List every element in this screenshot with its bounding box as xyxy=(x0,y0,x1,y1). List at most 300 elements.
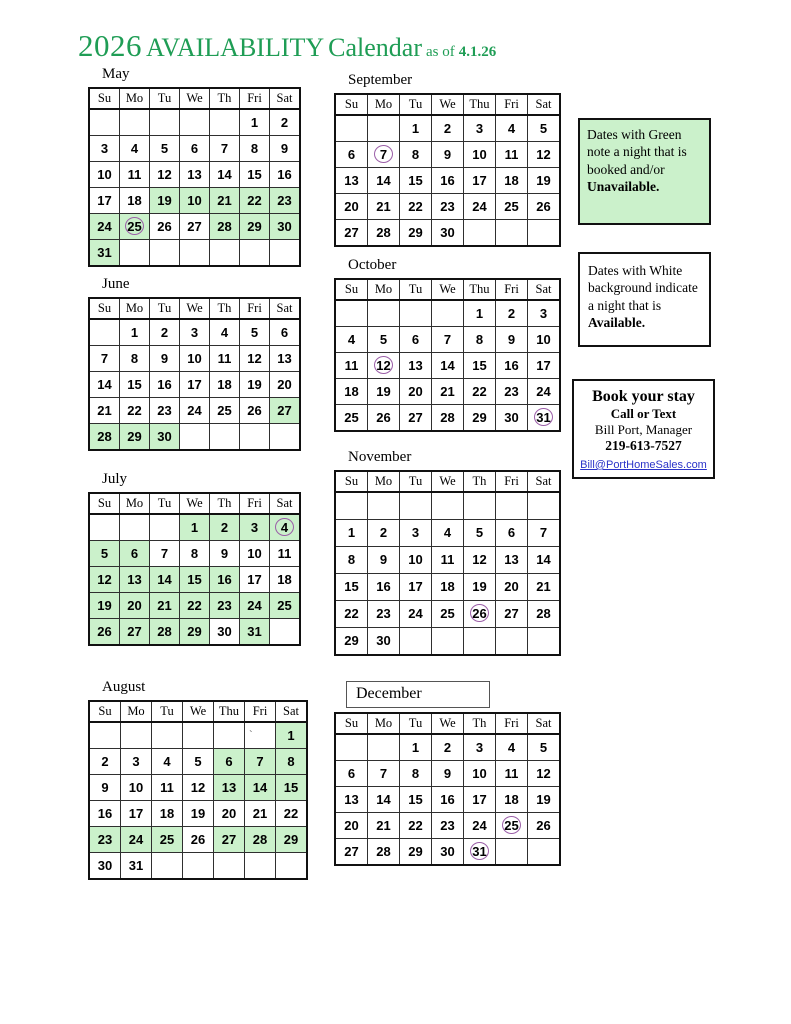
day-cell-september-26-available[interactable] xyxy=(528,193,561,219)
day-cell-october-29-available[interactable] xyxy=(464,404,496,431)
day-cell-november-30-available[interactable] xyxy=(368,627,400,655)
day-cell-october-8-available[interactable] xyxy=(464,326,496,352)
day-cell-june-22-available[interactable] xyxy=(120,397,150,423)
day-cell-october-22-available[interactable] xyxy=(464,378,496,404)
day-cell-september-22-available[interactable] xyxy=(400,193,432,219)
day-cell-june-14-available[interactable] xyxy=(89,371,120,397)
day-cell-december-28-available[interactable] xyxy=(368,838,400,865)
day-number: 7 xyxy=(379,146,388,162)
day-cell-empty xyxy=(368,492,400,520)
day-cell-may-12-available[interactable] xyxy=(150,161,180,187)
day-number: 13 xyxy=(127,571,142,587)
day-cell-september-8-available[interactable] xyxy=(400,141,432,167)
stray-tick-mark: ` xyxy=(249,728,253,741)
day-number: 2 xyxy=(379,525,388,540)
day-cell-december-15-available[interactable] xyxy=(400,786,432,812)
day-number: 1 xyxy=(475,305,484,321)
day-cell-september-24-available[interactable] xyxy=(464,193,496,219)
day-cell-november-15-available[interactable] xyxy=(335,573,368,600)
day-cell-september-1-available[interactable] xyxy=(400,115,432,142)
day-cell-november-24-available[interactable] xyxy=(400,600,432,627)
day-number: 31 xyxy=(472,843,487,859)
day-cell-may-7-available[interactable] xyxy=(210,135,240,161)
day-cell-september-27-available[interactable] xyxy=(335,219,368,246)
day-cell-october-1-available[interactable] xyxy=(464,300,496,327)
day-cell-october-2-available[interactable] xyxy=(496,300,528,327)
day-cell-november-23-available[interactable] xyxy=(368,600,400,627)
day-cell-may-16-available[interactable] xyxy=(270,161,301,187)
day-cell-september-12-available[interactable] xyxy=(528,141,561,167)
day-cell-december-31-available[interactable] xyxy=(464,838,496,865)
day-cell-june-6-available[interactable] xyxy=(270,319,301,346)
day-cell-july-9-available[interactable] xyxy=(210,540,240,566)
day-cell-september-11-available[interactable] xyxy=(496,141,528,167)
day-cell-august-9-available[interactable] xyxy=(89,774,121,800)
day-cell-july-27-unavailable[interactable] xyxy=(120,618,150,645)
day-cell-july-11-available[interactable] xyxy=(270,540,301,566)
day-cell-june-16-available[interactable] xyxy=(150,371,180,397)
day-cell-july-28-unavailable[interactable] xyxy=(150,618,180,645)
day-cell-november-4-available[interactable] xyxy=(432,519,464,546)
day-cell-august-16-available[interactable] xyxy=(89,800,121,826)
day-cell-june-20-available[interactable] xyxy=(270,371,301,397)
day-cell-june-3-available[interactable] xyxy=(180,319,210,346)
day-cell-november-20-available[interactable] xyxy=(496,573,528,600)
day-cell-december-8-available[interactable] xyxy=(400,760,432,786)
day-cell-october-13-available[interactable] xyxy=(400,352,432,378)
day-cell-december-1-available[interactable] xyxy=(400,734,432,761)
month-title-december[interactable]: December xyxy=(346,681,490,708)
day-cell-july-6-unavailable[interactable] xyxy=(120,540,150,566)
day-cell-december-20-available[interactable] xyxy=(335,812,368,838)
day-cell-june-4-available[interactable] xyxy=(210,319,240,346)
day-cell-july-30-available[interactable] xyxy=(210,618,240,645)
day-number: 20 xyxy=(504,579,519,594)
weekday-header-june-6: Sat xyxy=(270,298,301,319)
day-cell-december-4-available[interactable] xyxy=(496,734,528,761)
day-number: 17 xyxy=(536,357,551,373)
day-cell-may-14-available[interactable] xyxy=(210,161,240,187)
day-cell-july-26-unavailable[interactable] xyxy=(89,618,120,645)
day-cell-october-23-available[interactable] xyxy=(496,378,528,404)
day-cell-may-28-unavailable[interactable] xyxy=(210,213,240,239)
weekday-header-october-5: Fri xyxy=(496,279,528,300)
legend-green-box xyxy=(578,118,711,225)
day-cell-july-22-unavailable[interactable] xyxy=(180,592,210,618)
day-cell-november-17-available[interactable] xyxy=(400,573,432,600)
day-cell-november-3-available[interactable] xyxy=(400,519,432,546)
day-cell-november-9-available[interactable] xyxy=(368,546,400,573)
day-cell-december-13-available[interactable] xyxy=(335,786,368,812)
day-cell-december-29-available[interactable] xyxy=(400,838,432,865)
day-cell-may-30-unavailable[interactable] xyxy=(270,213,301,239)
day-cell-september-10-available[interactable] xyxy=(464,141,496,167)
day-cell-august-11-available[interactable] xyxy=(152,774,183,800)
day-cell-august-1-unavailable[interactable] xyxy=(276,722,308,749)
day-cell-august-22-available[interactable] xyxy=(276,800,308,826)
day-cell-june-9-available[interactable] xyxy=(150,345,180,371)
day-cell-october-14-available[interactable] xyxy=(432,352,464,378)
day-cell-august-24-unavailable[interactable] xyxy=(121,826,152,852)
day-number: 5 xyxy=(250,324,259,340)
day-cell-october-20-available[interactable] xyxy=(400,378,432,404)
day-cell-june-25-available[interactable] xyxy=(210,397,240,423)
day-number: 14 xyxy=(440,357,455,373)
day-cell-may-10-unavailable[interactable] xyxy=(180,187,210,213)
day-cell-november-27-available[interactable] xyxy=(496,600,528,627)
day-number: 4 xyxy=(507,739,516,755)
weekday-header-december-1: Mo xyxy=(368,713,400,734)
day-cell-august-21-available[interactable] xyxy=(245,800,276,826)
day-cell-december-6-available[interactable] xyxy=(335,760,368,786)
day-number: 15 xyxy=(408,172,423,188)
day-cell-september-19-available[interactable] xyxy=(528,167,561,193)
day-cell-october-11-available[interactable] xyxy=(335,352,368,378)
day-cell-december-19-available[interactable] xyxy=(528,786,561,812)
day-cell-may-15-available[interactable] xyxy=(240,161,270,187)
day-cell-may-22-unavailable[interactable] xyxy=(240,187,270,213)
day-cell-september-17-available[interactable] xyxy=(464,167,496,193)
day-number: 29 xyxy=(283,831,299,847)
day-cell-may-5-available[interactable] xyxy=(150,135,180,161)
day-cell-december-7-available[interactable] xyxy=(368,760,400,786)
day-cell-august-10-available[interactable] xyxy=(121,774,152,800)
day-cell-december-11-available[interactable] xyxy=(496,760,528,786)
day-cell-september-18-available[interactable] xyxy=(496,167,528,193)
day-number: 17 xyxy=(472,791,487,807)
day-cell-july-10-available[interactable] xyxy=(240,540,270,566)
week-row xyxy=(89,135,300,161)
day-cell-december-2-available[interactable] xyxy=(432,734,464,761)
day-cell-september-7-available[interactable] xyxy=(368,141,400,167)
day-cell-empty xyxy=(210,423,240,450)
day-cell-may-13-available[interactable] xyxy=(180,161,210,187)
day-number: 18 xyxy=(504,791,519,807)
day-cell-may-31-unavailable[interactable] xyxy=(89,239,120,266)
day-cell-june-5-available[interactable] xyxy=(240,319,270,346)
day-number: 14 xyxy=(97,376,112,392)
day-cell-october-5-available[interactable] xyxy=(368,326,400,352)
day-cell-november-8-available[interactable] xyxy=(335,546,368,573)
day-cell-june-19-available[interactable] xyxy=(240,371,270,397)
day-cell-july-5-unavailable[interactable] xyxy=(89,540,120,566)
day-cell-august-4-available[interactable] xyxy=(152,748,183,774)
day-cell-august-8-unavailable[interactable] xyxy=(276,748,308,774)
day-cell-september-13-available[interactable] xyxy=(335,167,368,193)
week-row xyxy=(89,109,300,136)
day-number: 9 xyxy=(160,350,169,366)
day-cell-may-24-unavailable[interactable] xyxy=(89,213,120,239)
day-cell-september-9-available[interactable] xyxy=(432,141,464,167)
legend-green-line2: note a night that is xyxy=(587,144,687,160)
day-cell-may-3-available[interactable] xyxy=(89,135,120,161)
day-cell-september-14-available[interactable] xyxy=(368,167,400,193)
day-cell-july-31-unavailable[interactable] xyxy=(240,618,270,645)
day-cell-may-29-unavailable[interactable] xyxy=(240,213,270,239)
day-cell-july-2-unavailable[interactable] xyxy=(210,514,240,541)
day-cell-october-19-available[interactable] xyxy=(368,378,400,404)
day-cell-november-5-available[interactable] xyxy=(464,519,496,546)
day-cell-december-25-available[interactable] xyxy=(496,812,528,838)
day-cell-august-26-available[interactable] xyxy=(183,826,214,852)
weekday-header-july-2: Tu xyxy=(150,493,180,514)
day-number: 24 xyxy=(97,218,112,234)
day-number: 28 xyxy=(252,831,268,847)
day-cell-may-9-available[interactable] xyxy=(270,135,301,161)
day-cell-august-18-available[interactable] xyxy=(152,800,183,826)
day-cell-december-24-available[interactable] xyxy=(464,812,496,838)
day-cell-august-29-unavailable[interactable] xyxy=(276,826,308,852)
day-number: 23 xyxy=(440,817,455,833)
day-cell-july-24-unavailable[interactable] xyxy=(240,592,270,618)
day-cell-november-2-available[interactable] xyxy=(368,519,400,546)
day-cell-november-6-available[interactable] xyxy=(496,519,528,546)
day-cell-november-25-available[interactable] xyxy=(432,600,464,627)
day-cell-june-11-available[interactable] xyxy=(210,345,240,371)
day-cell-october-6-available[interactable] xyxy=(400,326,432,352)
day-cell-december-12-available[interactable] xyxy=(528,760,561,786)
day-cell-june-10-available[interactable] xyxy=(180,345,210,371)
day-cell-june-23-available[interactable] xyxy=(150,397,180,423)
day-cell-august-12-available[interactable] xyxy=(183,774,214,800)
day-cell-december-17-available[interactable] xyxy=(464,786,496,812)
day-cell-november-16-available[interactable] xyxy=(368,573,400,600)
day-cell-october-21-available[interactable] xyxy=(432,378,464,404)
day-cell-september-4-available[interactable] xyxy=(496,115,528,142)
day-cell-december-23-available[interactable] xyxy=(432,812,464,838)
weekday-header-row xyxy=(89,701,307,722)
day-cell-october-28-available[interactable] xyxy=(432,404,464,431)
day-cell-july-20-unavailable[interactable] xyxy=(120,592,150,618)
day-cell-october-4-available[interactable] xyxy=(335,326,368,352)
day-cell-november-13-available[interactable] xyxy=(496,546,528,573)
day-cell-december-9-available[interactable] xyxy=(432,760,464,786)
day-cell-august-13-unavailable[interactable] xyxy=(214,774,245,800)
day-cell-august-20-available[interactable] xyxy=(214,800,245,826)
day-cell-august-25-unavailable[interactable] xyxy=(152,826,183,852)
day-cell-december-18-available[interactable] xyxy=(496,786,528,812)
day-cell-july-18-available[interactable] xyxy=(270,566,301,592)
day-cell-august-27-unavailable[interactable] xyxy=(214,826,245,852)
day-cell-october-26-available[interactable] xyxy=(368,404,400,431)
day-cell-august-19-available[interactable] xyxy=(183,800,214,826)
day-cell-empty xyxy=(496,219,528,246)
day-cell-july-12-unavailable[interactable] xyxy=(89,566,120,592)
day-cell-may-2-available[interactable] xyxy=(270,109,301,136)
day-cell-may-1-available[interactable] xyxy=(240,109,270,136)
day-cell-june-8-available[interactable] xyxy=(120,345,150,371)
day-cell-november-26-available[interactable] xyxy=(464,600,496,627)
day-cell-october-24-available[interactable] xyxy=(528,378,561,404)
day-cell-november-1-available[interactable] xyxy=(335,519,368,546)
day-cell-august-23-unavailable[interactable] xyxy=(89,826,121,852)
day-number: 19 xyxy=(190,805,206,821)
day-cell-august-3-available[interactable] xyxy=(121,748,152,774)
day-cell-october-27-available[interactable] xyxy=(400,404,432,431)
day-cell-june-18-available[interactable] xyxy=(210,371,240,397)
weekday-header-september-6: Sat xyxy=(528,94,561,115)
day-cell-november-29-available[interactable] xyxy=(335,627,368,655)
day-cell-september-15-available[interactable] xyxy=(400,167,432,193)
day-cell-september-30-available[interactable] xyxy=(432,219,464,246)
day-cell-october-9-available[interactable] xyxy=(496,326,528,352)
week-row xyxy=(335,167,560,193)
day-cell-june-15-available[interactable] xyxy=(120,371,150,397)
day-cell-july-13-unavailable[interactable] xyxy=(120,566,150,592)
day-cell-october-10-available[interactable] xyxy=(528,326,561,352)
day-cell-may-17-available[interactable] xyxy=(89,187,120,213)
day-cell-june-13-available[interactable] xyxy=(270,345,301,371)
day-cell-may-8-available[interactable] xyxy=(240,135,270,161)
day-cell-june-7-available[interactable] xyxy=(89,345,120,371)
day-cell-december-26-available[interactable] xyxy=(528,812,561,838)
day-number: 10 xyxy=(247,545,262,561)
day-cell-november-21-available[interactable] xyxy=(528,573,561,600)
day-cell-december-27-available[interactable] xyxy=(335,838,368,865)
day-cell-october-25-available[interactable] xyxy=(335,404,368,431)
day-cell-september-5-available[interactable] xyxy=(528,115,561,142)
day-cell-december-16-available[interactable] xyxy=(432,786,464,812)
day-cell-september-25-available[interactable] xyxy=(496,193,528,219)
day-cell-july-25-unavailable[interactable] xyxy=(270,592,301,618)
day-cell-november-22-available[interactable] xyxy=(335,600,368,627)
day-cell-june-21-available[interactable] xyxy=(89,397,120,423)
day-cell-september-23-available[interactable] xyxy=(432,193,464,219)
day-cell-june-12-available[interactable] xyxy=(240,345,270,371)
day-cell-october-30-available[interactable] xyxy=(496,404,528,431)
week-row xyxy=(89,423,300,450)
day-number: 9 xyxy=(507,331,516,347)
day-number: 5 xyxy=(539,739,548,755)
day-cell-october-12-available[interactable] xyxy=(368,352,400,378)
day-cell-september-16-available[interactable] xyxy=(432,167,464,193)
day-cell-may-21-unavailable[interactable] xyxy=(210,187,240,213)
month-title-may: May xyxy=(102,66,130,82)
day-cell-may-4-available[interactable] xyxy=(120,135,150,161)
day-cell-august-31-available[interactable] xyxy=(121,852,152,879)
day-cell-may-18-available[interactable] xyxy=(120,187,150,213)
day-cell-july-19-unavailable[interactable] xyxy=(89,592,120,618)
booking-email-link[interactable]: Bill@PortHomeSales.com xyxy=(580,458,707,471)
day-cell-june-2-available[interactable] xyxy=(150,319,180,346)
day-cell-may-19-unavailable[interactable] xyxy=(150,187,180,213)
day-cell-july-14-unavailable[interactable] xyxy=(150,566,180,592)
day-cell-may-11-available[interactable] xyxy=(120,161,150,187)
day-cell-august-15-unavailable[interactable] xyxy=(276,774,308,800)
day-cell-october-3-available[interactable] xyxy=(528,300,561,327)
day-cell-july-1-unavailable[interactable] xyxy=(180,514,210,541)
day-cell-july-8-available[interactable] xyxy=(180,540,210,566)
day-cell-august-6-unavailable[interactable] xyxy=(214,748,245,774)
day-cell-june-29-unavailable[interactable] xyxy=(120,423,150,450)
day-cell-june-27-unavailable[interactable] xyxy=(270,397,301,423)
day-cell-september-6-available[interactable] xyxy=(335,141,368,167)
day-cell-november-12-available[interactable] xyxy=(464,546,496,573)
day-cell-may-6-available[interactable] xyxy=(180,135,210,161)
day-cell-november-10-available[interactable] xyxy=(400,546,432,573)
day-cell-may-26-available[interactable] xyxy=(150,213,180,239)
day-cell-may-10-available[interactable] xyxy=(89,161,120,187)
weekday-header-row xyxy=(335,471,560,492)
day-cell-august-30-available[interactable] xyxy=(89,852,121,879)
day-cell-december-22-available[interactable] xyxy=(400,812,432,838)
day-cell-july-21-unavailable[interactable] xyxy=(150,592,180,618)
day-cell-july-4-unavailable[interactable] xyxy=(270,514,301,541)
week-row xyxy=(89,748,307,774)
day-cell-october-18-available[interactable] xyxy=(335,378,368,404)
day-cell-august-7-unavailable[interactable] xyxy=(245,748,276,774)
day-cell-october-31-available[interactable] xyxy=(528,404,561,431)
day-cell-september-21-available[interactable] xyxy=(368,193,400,219)
day-cell-september-20-available[interactable] xyxy=(335,193,368,219)
day-cell-december-21-available[interactable] xyxy=(368,812,400,838)
day-cell-august-14-unavailable[interactable] xyxy=(245,774,276,800)
day-cell-june-26-available[interactable] xyxy=(240,397,270,423)
day-cell-november-28-available[interactable] xyxy=(528,600,561,627)
day-cell-september-2-available[interactable] xyxy=(432,115,464,142)
day-cell-july-17-available[interactable] xyxy=(240,566,270,592)
day-cell-november-7-available[interactable] xyxy=(528,519,561,546)
day-cell-august-2-available[interactable] xyxy=(89,748,121,774)
day-cell-october-7-available[interactable] xyxy=(432,326,464,352)
day-cell-may-23-unavailable[interactable] xyxy=(270,187,301,213)
day-cell-may-27-available[interactable] xyxy=(180,213,210,239)
day-number: 3 xyxy=(132,753,140,769)
day-cell-september-29-available[interactable] xyxy=(400,219,432,246)
day-cell-august-5-available[interactable] xyxy=(183,748,214,774)
day-cell-june-1-available[interactable] xyxy=(120,319,150,346)
day-cell-july-15-unavailable[interactable] xyxy=(180,566,210,592)
day-number: 17 xyxy=(472,172,487,188)
day-cell-june-30-unavailable[interactable] xyxy=(150,423,180,450)
day-cell-july-7-available[interactable] xyxy=(150,540,180,566)
day-cell-october-17-available[interactable] xyxy=(528,352,561,378)
day-cell-july-3-unavailable[interactable] xyxy=(240,514,270,541)
day-cell-november-11-available[interactable] xyxy=(432,546,464,573)
day-cell-december-30-available[interactable] xyxy=(432,838,464,865)
day-cell-december-3-available[interactable] xyxy=(464,734,496,761)
day-cell-empty xyxy=(528,219,561,246)
day-number: 14 xyxy=(217,166,232,182)
day-cell-november-18-available[interactable] xyxy=(432,573,464,600)
day-cell-june-24-available[interactable] xyxy=(180,397,210,423)
day-cell-empty xyxy=(150,109,180,136)
weekday-header-may-0: Su xyxy=(89,88,120,109)
day-cell-september-28-available[interactable] xyxy=(368,219,400,246)
day-number: 10 xyxy=(128,779,144,795)
day-cell-july-16-unavailable[interactable] xyxy=(210,566,240,592)
day-cell-june-28-unavailable[interactable] xyxy=(89,423,120,450)
day-cell-november-19-available[interactable] xyxy=(464,573,496,600)
month-block-november xyxy=(334,449,561,656)
day-cell-october-15-available[interactable] xyxy=(464,352,496,378)
day-cell-august-28-unavailable[interactable] xyxy=(245,826,276,852)
day-cell-october-16-available[interactable] xyxy=(496,352,528,378)
day-cell-july-23-unavailable[interactable] xyxy=(210,592,240,618)
day-cell-november-14-available[interactable] xyxy=(528,546,561,573)
day-cell-september-3-available[interactable] xyxy=(464,115,496,142)
day-cell-december-10-available[interactable] xyxy=(464,760,496,786)
day-cell-december-14-available[interactable] xyxy=(368,786,400,812)
day-cell-june-17-available[interactable] xyxy=(180,371,210,397)
day-number: 19 xyxy=(376,383,391,399)
day-number: 31 xyxy=(97,244,112,260)
week-row xyxy=(89,345,300,371)
day-cell-july-29-unavailable[interactable] xyxy=(180,618,210,645)
day-cell-december-5-available[interactable] xyxy=(528,734,561,761)
day-cell-august-17-available[interactable] xyxy=(121,800,152,826)
day-cell-may-25-unavailable[interactable] xyxy=(120,213,150,239)
